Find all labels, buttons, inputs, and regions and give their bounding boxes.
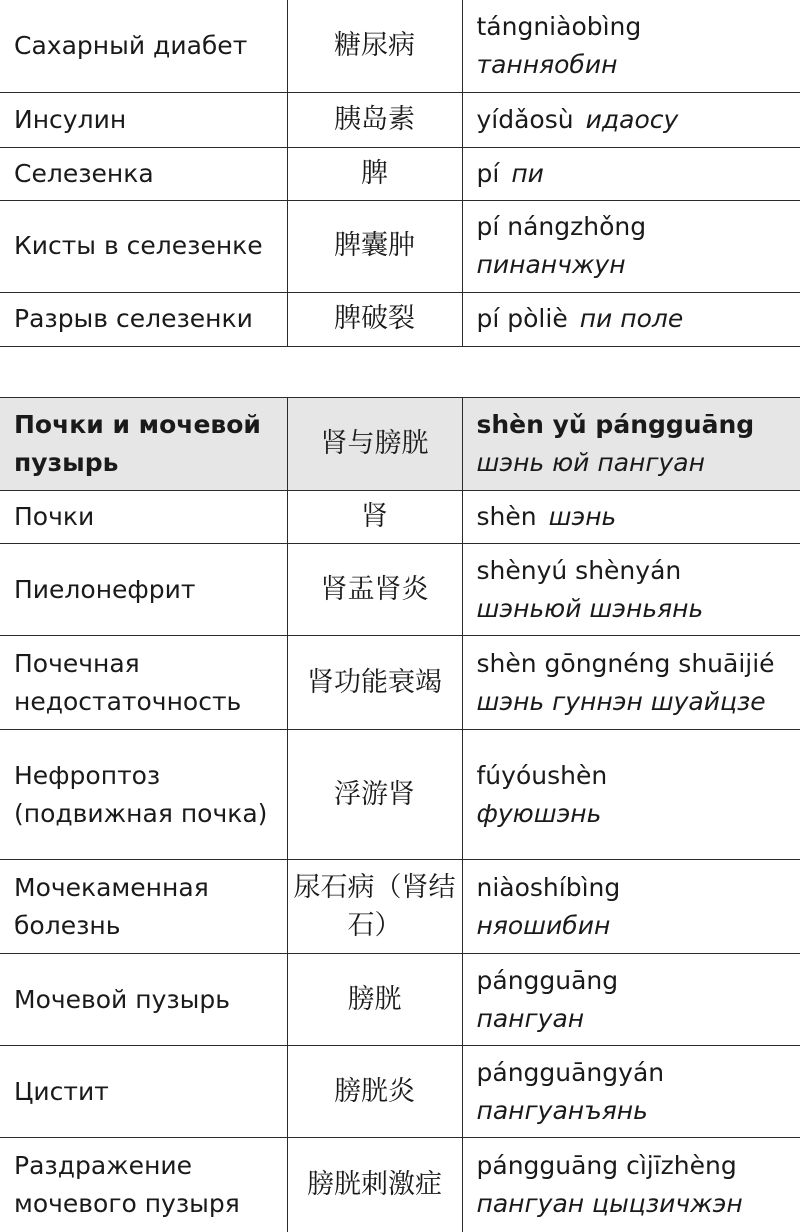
term-chinese: 膀胱炎 (287, 1046, 462, 1138)
table-row (0, 636, 800, 730)
term-reading (462, 954, 800, 1046)
term-transcription: пинанчжун (477, 246, 800, 284)
term-transcription: шэнь гуннэн шуайцзе (477, 683, 800, 721)
table-row (0, 147, 800, 200)
term-russian: Цистит (0, 1046, 287, 1138)
section-title-russian: Почки и мочевой пузырь (0, 398, 287, 491)
term-pinyin: pángguāng (477, 962, 800, 1000)
term-pinyin: fúyóushèn (477, 757, 800, 795)
term-russian: Нефроптоз (подвижная почка) (0, 730, 287, 860)
section-header-row (0, 398, 800, 491)
term-russian: Мочевой пузырь (0, 954, 287, 1046)
term-pinyin: niàoshíbìng (477, 869, 800, 907)
term-russian: Селезенка (0, 147, 287, 200)
term-transcription: шэнь (549, 502, 617, 531)
term-reading (462, 0, 800, 92)
term-chinese: 脾囊肿 (287, 200, 462, 292)
table-row (0, 0, 800, 92)
term-reading (462, 491, 800, 544)
table-row (0, 491, 800, 544)
term-reading (462, 292, 800, 346)
term-pinyin: shènyú shènyán (477, 552, 800, 590)
term-russian: Раздражение мочевого пузыря (0, 1138, 287, 1232)
term-transcription: няошибин (477, 907, 800, 945)
term-chinese: 糖尿病 (287, 0, 462, 92)
term-transcription: пи поле (580, 304, 684, 333)
term-chinese: 肾功能衰竭 (287, 636, 462, 730)
table-row (0, 92, 800, 147)
term-chinese: 肾盂肾炎 (287, 544, 462, 636)
term-chinese: 脾破裂 (287, 292, 462, 346)
term-pinyin: pí nángzhǒng (477, 208, 800, 246)
table-row (0, 200, 800, 292)
term-transcription: пангуан цыцзичжэн (477, 1185, 800, 1223)
term-russian: Почки (0, 491, 287, 544)
table-row (0, 954, 800, 1046)
term-chinese: 脾 (287, 147, 462, 200)
term-pinyin: pángguāng cìjīzhèng (477, 1147, 800, 1185)
term-pinyin: pángguāngyán (477, 1054, 800, 1092)
term-reading (462, 544, 800, 636)
term-reading (462, 1138, 800, 1232)
term-transcription: пангуанъянь (477, 1092, 800, 1130)
term-russian: Сахарный диабет (0, 0, 287, 92)
term-transcription: идаосу (586, 105, 679, 134)
section-title-reading (462, 398, 800, 491)
term-transcription: шэньюй шэньянь (477, 590, 800, 628)
term-reading (462, 730, 800, 860)
term-russian: Инсулин (0, 92, 287, 147)
term-russian: Пиелонефрит (0, 544, 287, 636)
term-reading (462, 147, 800, 200)
term-chinese: 尿石病（肾结石） (287, 860, 462, 954)
term-chinese: 浮游肾 (287, 730, 462, 860)
term-pinyin: shèn gōngnéng shuāijié (477, 645, 800, 683)
table-row (0, 860, 800, 954)
term-reading (462, 860, 800, 954)
vocab-table-kidneys-bladder (0, 397, 800, 1232)
term-reading (462, 200, 800, 292)
table-row (0, 292, 800, 346)
term-russian: Разрыв селезенки (0, 292, 287, 346)
section-title-chinese: 肾与膀胱 (287, 398, 462, 491)
term-pinyin: shèn (477, 502, 537, 531)
term-russian: Почечная недостаточность (0, 636, 287, 730)
term-chinese: 胰岛素 (287, 92, 462, 147)
term-reading (462, 92, 800, 147)
term-reading (462, 636, 800, 730)
term-reading (462, 1046, 800, 1138)
term-pinyin: pí pòliè (477, 304, 568, 333)
term-transcription: фуюшэнь (477, 795, 800, 833)
term-transcription: пи (511, 159, 544, 188)
term-russian: Кисты в селезенке (0, 200, 287, 292)
table-row (0, 1138, 800, 1232)
table-row (0, 1046, 800, 1138)
term-russian: Мочекаменная болезнь (0, 860, 287, 954)
term-transcription: пангуан (477, 1000, 800, 1038)
term-pinyin: tángniàobìng (477, 8, 800, 46)
section-title-pinyin: shèn yǔ pángguāng (477, 406, 800, 444)
term-chinese: 肾 (287, 491, 462, 544)
vocab-table-pancreas-spleen (0, 0, 800, 347)
term-chinese: 膀胱 (287, 954, 462, 1046)
table-row (0, 730, 800, 860)
table-row (0, 544, 800, 636)
section-title-transcription: шэнь юй пангуан (477, 444, 800, 482)
term-pinyin: yídǎosù (477, 105, 574, 134)
term-pinyin: pí (477, 159, 500, 188)
term-transcription: танняобин (477, 46, 800, 84)
term-chinese: 膀胱刺激症 (287, 1138, 462, 1232)
